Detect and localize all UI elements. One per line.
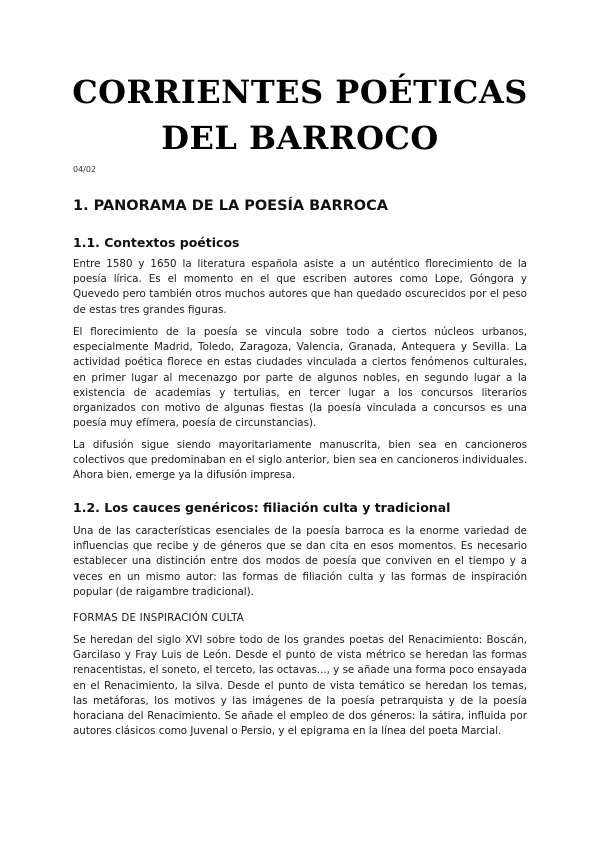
section-heading-panorama: 1. PANORAMA DE LA POESÍA BARROCA [73, 198, 388, 214]
document-title-line-2: DEL BARROCO [161, 119, 439, 157]
subsection-heading-cauces: 1.2. Los cauces genéricos: filiación culta y tradicional [73, 500, 451, 515]
subheading-formas-culta: FORMAS DE INSPIRACIÓN CULTA [73, 612, 245, 624]
document-date: 04/02 [73, 165, 97, 174]
paragraph-florecimiento: Entre 1580 y 1650 la literatura española asiste a un auténtico florecimiento de la poesía lírica. Es el momento en el que escriben autores como Lope, Góngora y Quevedo pero también otros muchos autores que han quedado oscurecidos por el peso de estas tres grandes figuras. [73, 258, 527, 316]
paragraph-formas-culta: Se heredan del siglo XVI sobre todo de los grandes poetas del Renacimiento: Boscán, Garcilaso y Fray Luis de León. Desde el punto de vista métrico se heredan las formas renacentistas, el soneto, el terceto, las octavas..., y se añade una forma poco ensayada en el Renacimiento, la silva. Desde el punto de vista temático se heredan los temas, las metáforas, los motivos y las imágenes de la poesía petrarquista y de la poesía horaciana del Renacimiento. Se añade el empleo de dos géneros: la sátira, influida por autores clásicos como Juvenal o Persio, y el epigrama en la línea del poeta Marcial. [73, 634, 527, 738]
paragraph-caracteristicas: Una de las características esenciales de la poesía barroca es la enorme variedad de influencias que recibe y de géneros que se dan cita en esos momentos. Es necesario establecer una distinción entre dos modos de poesía que conviven en el tiempo y a veces en un mismo autor: las formas de filiación culta y las formas de inspiración popular (de raigambre tradicional). [73, 525, 527, 598]
subsection-heading-contextos: 1.1. Contextos poéticos [73, 235, 240, 250]
document-title-line-1: CORRIENTES POÉTICAS [72, 73, 528, 111]
paragraph-difusion: La difusión sigue siendo mayoritariamente manuscrita, bien sea en cancioneros colectivos que predominaban en el siglo anterior, bien sea en cancioneros individuales. Ahora bien, emerge ya la difusión impresa. [73, 439, 527, 482]
paragraph-nucleos-urbanos: El florecimiento de la poesía se vincula sobre todo a ciertos núcleos urbanos, especialmente Madrid, Toledo, Zaragoza, Valencia, Granada, Antequera y Sevilla. La actividad poética florece en estas ciudades vinculada a ciertos fenómenos culturales, en primer lugar al mecenazgo por parte de algunos nobles, en segundo lugar a la existencia de academias y tertulias, en tercer lugar a los concursos literarios organizados con motivo de algunas fiestas (la poesía vinculada a concursos es una poesía muy efímera, poesía de circunstancias). [73, 326, 527, 430]
